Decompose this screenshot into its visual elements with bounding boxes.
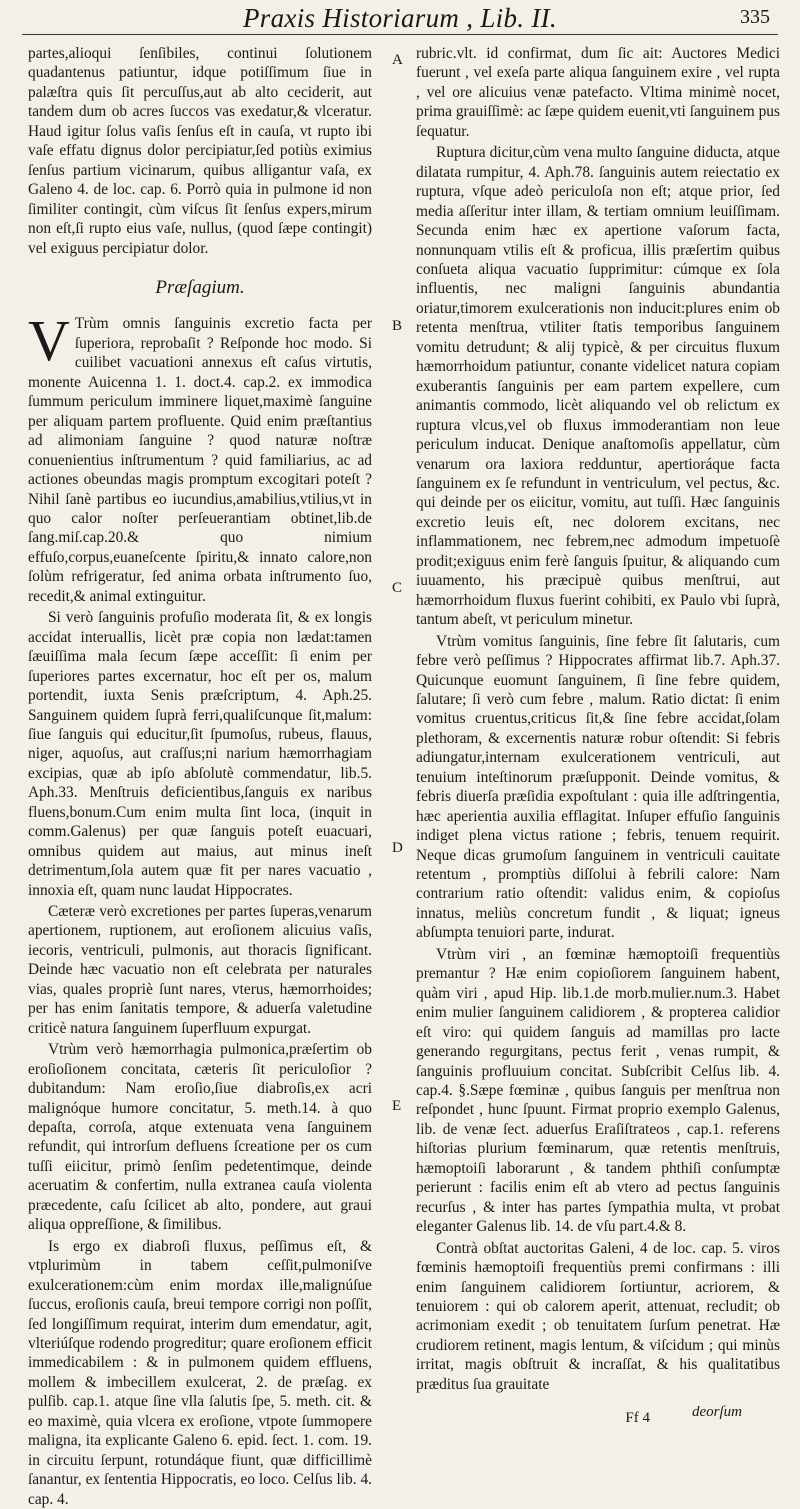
running-title: Praxis Historiarum , Lib. II. (243, 3, 557, 33)
paragraph-text: Trùm omnis ſanguinis excretio facta per ſuperiora, reprobaſit ? Reſponde hoc modo. Si cuilibet vacuationi annexus eſt caſus virtutis, monente Auicenna 1. 1. doct.4. cap.2. ex immodica ſummum periculum imminere liquet,maximè ſanguine per aliquam partem profluente. Quid enim præſtantius ad alimoniam ſanguine ? quod naturæ noſtræ conuenientius inſtrumentum ? quid familiarius, ac ad actiones obeundas magis promptum excogitari poteſt ? Nihil ſanè partibus eo iucundius,amabilius,vtilius,vt in quo calor noſter perſeuerantiam obtinet,lib.de ſang.miſ.cap.20.& quo nimium effuſo,corpus,euaneſcente ſpiritu,& innato calore,non ſolùm refrigeratur, ſed anima orbata inſtrumento ſuo, recedit,& animal extinguitur. (28, 315, 372, 605)
paragraph: rubric.vlt. id confirmat, dum ſic ait: Auctores Medici fuerunt , vel exeſa parte aliqua ſanguinem exire , vel rupta , vel ore alicuius venæ patefacto. Vltima minimè nocet, prima grauiſſimè: ac ſæpe quidem euenit,vti ſanguinem pus ſequatur. (416, 45, 780, 140)
right-column (416, 44, 780, 1394)
paragraph: partes,alioqui ſenſibiles, continui ſolutionem quadantenus patiuntur, idque potiſſimum ſiue in palæſtra quis ſit percuſſus,aut ab alto ceciderit, aut tandem dum ob acres ſuccos vas exedatur,& vlceratur. Haud igitur ſolus vaſis ſenſus eſt in cauſa, vt rupto ibi vaſe effatu dignus dolor percipiatur,ſed potiùs eximius ſenſus partium vicinarum, quibus alligantur vaſa, ex Galeno 4. de loc. cap. 6. Porrò quia in pulmone id non ſimiliter contingit, cùm viſcus ſit ſenſus expers,mirum non eſt,ſi rupto eius vaſe, nullus, (quod ſæpe contingit) vel exiguus percipiatur dolor. (28, 45, 372, 257)
paragraph: Vtrùm vomitus ſanguinis, ſine febre ſit ſalutaris, cum febre verò peſſimus ? Hippocrates affirmat lib.7. Aph.37. Quicunque euomunt ſanguinem, ſi ſine febre quidem, ſalutare; ſi verò cum febre , malum. Ratio dictat: ſi enim vomitus cruentus,criticus ſit,& ſine febre accidat,ſolam plethoram, & excernentis naturæ robur oſtendit: Si febris adiungatur,internam exulcerationem ventriculi, aut tenuium inteſtinorum præſupponit. Deinde vomitus, & febris diuerſa præſidia expoſtulant : quia ille adſtringentia, hæc aperientia auxilia efflagitat. Inſuper effuſio ſanguinis indiget plena victus ratione ; febris, tenuem requirit. Neque dicas grumoſum ſanguinem in ventriculi cauitate retentum , promptiùs diſſolui à febrili calore: Nam contrarium ratio oſtendit: validus enim, & copioſus innatus, meliùs concretum fundit , & liquat; igneus abſumpta tenuiori parte, indurat. (416, 632, 780, 942)
paragraph: Vtrùm viri , an fœminæ hæmoptoiſi frequentiùs premantur ? Hæ enim copioſiorem ſanguinem habent, quàm viri , apud Hip. lib.1.de morb.mulier.num.3. Habet enim mulier ſanguinem calidiorem , & propterea calidior eſt viro: qui quidem ſanguis ad mamillas pro lacte generando regurgitans, pectus ferit , venas rumpit, & ſanguinis profluuium concitat. Subſcribit Celſus lib. 4. cap.4. §.Sæpe fœminæ , quibus ſanguis per menſtrua non reſpondet , hunc ſpuunt. Firmat proprio exemplo Galenus, lib. de venæ ſect. aduerſus Eraſiſtrateos , cap.1. referens hiſtorias plurium fœminarum, quæ retentis menſtruis, hæmoptoiſi laborarunt , & tandem phthiſi conſumptæ perierunt : facilis enim eſt ab vtero ad pectus ſanguinis recurſus , & inter has partes ſympathia multa, vt probat eleganter Galenus lib. 14. de vſu part.4.& 8. (416, 945, 780, 1236)
paragraph: Contrà obſtat auctoritas Galeni, 4 de loc. cap. 5. viros fœminis hæmoptoiſi frequentiùs premi confirmans : illi enim ſanguinem calidiorem ſortiuntur, acriorem, & tenuiorem : qui ob calorem aperit, attenuat, recludit; ob acrimoniam exedit ; ob tenuitatem ſurſum penetrat. Hæ crudiorem retinent, magis lentum, & viſcidum ; qui minùs irritat, magis obſtruit & incraſſat, & his qualitatibus præditus ſua grauitate (416, 1239, 780, 1393)
paragraph: Vtrùm verò hæmorrhagia pulmonica,præſertim ob eroſioſionem concitata, cæteris ſit periculoſior ? dubitandum: Nam eroſio,ſiue diabroſis,ex acri malignóque humore concitatur, 5. meth.14. à quo depaſta, corroſa, atque extenuata vena ſanguinem refundit, qui introrſum defluens ſcreatione per os cum tuſſi eiicitur, primò ſenſim pedetentimque, deinde aceruatim & confertim, nulla extranea cauſa violenta præcedente, caſu ſcilicet ab alto, pondere, aut graui aliqua oppreſſione, & ſimilibus. (28, 1041, 372, 1234)
margin-letter: E (392, 1098, 402, 1114)
margin-letter: C (392, 580, 403, 596)
margin-letter: D (392, 840, 403, 856)
paragraph (28, 308, 372, 606)
signature-mark: Ff 4 (625, 1410, 650, 1426)
paragraph: Cæteræ verò excretiones per partes ſuperas,venarum apertionem, ruptionem, aut eroſionem alicuius vaſis, iecoris, ventriculi, pulmonis, aut thoracis ſignificant. Deinde hæc vacuatio non eſt celebrata per naturales vias, quales propriè ſunt nares, vterus, hæmorrhoides; per has enim ſanitatis tempore, & aduerſa valetudine criticè natura ſanguinem ſuperfluum expurgat. (28, 903, 372, 1037)
catchword: deorſum (692, 1404, 742, 1420)
page-number: 335 (740, 6, 770, 28)
margin-letter: B (392, 318, 403, 334)
drop-cap: V (28, 308, 70, 374)
left-column (28, 44, 372, 1509)
margin-letter: A (392, 52, 403, 68)
paragraph: Si verò ſanguinis profuſio moderata ſit, & ex longis accidat interuallis, licèt præ copia non lædat:tamen ſæuiſſima mala ſecum ſæpe acceſſit: ſi enim per ſuperiores partes excernatur, hoc eſt per os, malum portendit, iuxta Senis præſcriptum, 4. Aph.25. Sanguinem quidem ſuprà ferri,qualiſcunque ſit,malum: ſiue ſanguis qui educitur,ſit ſpumoſus, rubeus, flauus, niger, aquoſus, aut craſſus;ni narium hæmorrhagiam excipias, quæ ab ipſo abſolutè commendatur, lib.5. Aph.33. Menſtruis deficientibus,ſanguis ex naribus fluens,bonum.Cum enim multa ſint loca, (inquit in comm.Galenus) per quæ ſanguis poteſt euacuari, omnibus quidem aut maius, aut minus ineſt detrimentum,ſola autem quæ fit per nares vacuatio , innoxia eſt, quam nunc laudat Hippocrates. (28, 609, 372, 899)
paragraph: Is ergo ex diabroſi fluxus, peſſimus eſt, & vtplurimùm in tabem ceſſit,pulmoniſve exulcerationem:cùm enim mordax ille,malignúſue ſuccus, eroſionis cauſa, breui tempore corrigi non poſſit, ſed longiſſimum requirat, interim dum emendatur, agit, vlteriúſque rodendo progreditur; quare eroſionem efficit immedicabilem : & in pulmonem quidem effluens, mollem & imbecillem exulcerat, 2. de præſag. ex pulſib. cap.1. atque ſine vlla ſalutis ſpe, 5. meth. cit. & eo maximè, quia vlcera ex eroſione, vtpote ſummopere maligna, ita explicante Galeno 6. epid. ſect. 1. com. 19. in circuitu ſerpunt, rotundáque fiunt, quæ difficillimè ſanantur, ex ſententia Hippocratis, eo loco. Celſus lib. 4. cap. 4. (28, 1237, 372, 1508)
section-heading: Præſagium. (155, 276, 245, 298)
header-rule (22, 34, 778, 35)
paragraph: Ruptura dicitur,cùm vena multo ſanguine diducta, atque dilatata rumpitur, 4. Aph.78. ſanguinis autem reiectatio ex ruptura, vſque adeò periculoſa non eſt; atque prior, ſed media aſſeritur inter illam, & tertiam omnium leuiſſimam. Secunda enim hæc ex apertione vaſorum facta, nonnunquam vtilis eſt & proficua, illis præſertim quibus conſueta aliqua vacuatio ſupprimitur: cúmque ex ſola influentis, nec maligni ſanguinis abundantia oriatur,timorem exulcerationis non inducit:plures enim ob retenta menſtrua, vtiliter ſtatis temporibus ſanguinem vomitu detrudunt; & alij typicè, & per circuitus fluxum hæmorrhoidum patiuntur, conante videlicet natura copiam exuberantis ſanguinis per eam partem expellere, cum animantis commodo, licèt aliquando vel ob relictum ex ruptura vlcus,vel ob fluxus immoderantiam non leue periculum inducat. Denique anaſtomoſis appellatur, cùm venarum ora laxiora redduntur, apertioráque facta ſanguinem ex ſe refundunt in ventriculum, vel pectus, &c. qui deinde per os eiicitur, vomitu, aut tuſſi. Hæc ſanguinis excretio leuis eſt, nec dolorem excitans, nec inflammationem, nec febrem,nec admodum impetuoſè prodit;exiguus enim ferè ſanguis ſpuitur, & aliquando cum iuuamento, his præcipuè quibus menſtrui, aut hæmorrhoidum fluxus fuerint cohibiti, ex Paulo vbi ſuprà, tantum abeſt, vt periculum minetur. (416, 144, 780, 629)
